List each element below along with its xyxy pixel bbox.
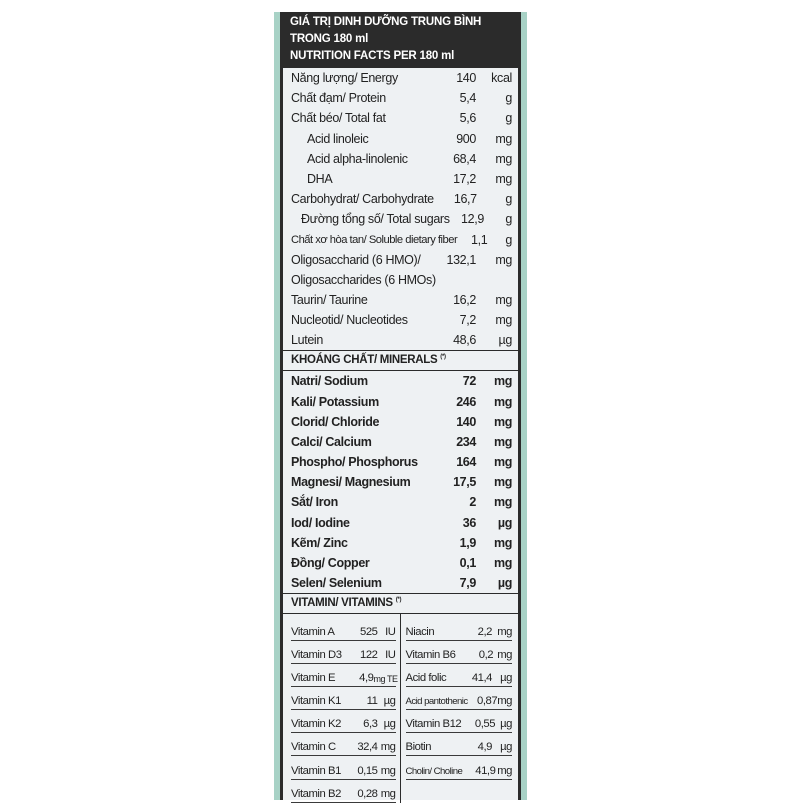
- nutrient-unit: mg: [495, 131, 512, 146]
- nutrient-unit: µg: [497, 576, 512, 591]
- vitamin-row: [291, 687, 396, 710]
- nutrient-unit: mg: [493, 556, 512, 571]
- header-title-vi: GIÁ TRỊ DINH DƯỠNG TRUNG BÌNH TRONG 180 ml: [290, 16, 482, 45]
- nutrient-unit: g: [505, 192, 512, 207]
- nutrient-value: 68,4: [453, 151, 476, 166]
- vitamin-row: [291, 733, 396, 756]
- nutrient-value: 132,1: [446, 252, 476, 267]
- vitamin-unit: µg: [383, 718, 396, 731]
- nutrient-value: 7,2: [459, 312, 476, 327]
- vitamin-row: [406, 733, 513, 756]
- vitamin-value: 0,15: [357, 764, 378, 777]
- nutrient-value: 5,4: [459, 91, 476, 106]
- nutrient-row: [291, 108, 512, 128]
- nutrient-value: 140: [456, 414, 476, 429]
- vitamin-value: 32,4: [357, 741, 378, 754]
- vitamin-value: 525: [360, 625, 378, 638]
- vitamin-value: 0,28: [357, 787, 378, 800]
- vitamin-name: Vitamin B12: [405, 718, 462, 731]
- vitamin-value: 11: [366, 695, 378, 708]
- vitamin-unit: µg: [500, 671, 512, 684]
- vitamin-row: [406, 710, 513, 733]
- vitamin-value: 41,4: [471, 671, 492, 684]
- vitamins-right-column: [401, 614, 519, 803]
- nutrient-name: Đồng/ Copper: [291, 556, 370, 571]
- nutrient-unit: µg: [498, 333, 512, 348]
- nutrient-unit: mg: [493, 374, 512, 389]
- vitamin-name: Niacin: [405, 625, 435, 638]
- nutrient-unit: mg: [495, 172, 512, 187]
- nutrient-value: 5,6: [459, 111, 476, 126]
- vitamin-row: [291, 641, 396, 664]
- nutrient-row: [291, 189, 512, 209]
- nutrient-name: Chất béo/ Total fat: [291, 111, 386, 126]
- nutrient-name: Phospho/ Phosphorus: [291, 455, 418, 470]
- vitamin-value: 0,2: [478, 648, 494, 661]
- nutrient-name: Kali/ Potassium: [291, 394, 379, 409]
- vitamin-name: Vitamin E: [291, 671, 336, 684]
- vitamin-row: [406, 617, 513, 640]
- minerals-section-title: [283, 350, 518, 371]
- nutrient-unit: g: [505, 111, 512, 126]
- vitamin-row: [406, 664, 513, 687]
- nutrient-row: [291, 169, 512, 189]
- nutrient-value: 0,1: [459, 556, 476, 571]
- nutrient-row: [291, 472, 512, 492]
- nutrient-unit: mg: [495, 252, 512, 267]
- nutrient-name: Oligosaccharid (6 HMO)/: [291, 252, 421, 267]
- nutrient-name: Chất xơ hòa tan/ Soluble dietary fiber: [291, 233, 458, 246]
- nutrient-name: Calci/ Calcium: [291, 434, 372, 449]
- nutrient-row: [291, 513, 512, 533]
- nutrient-name: Oligosaccharides (6 HMOs): [291, 272, 436, 287]
- nutrient-name: Nucleotid/ Nucleotides: [291, 312, 408, 327]
- vitamin-name: Vitamin C: [291, 741, 336, 754]
- vitamin-value: 122: [360, 648, 378, 661]
- nutrient-unit: g: [505, 212, 512, 227]
- nutrient-name: Iod/ Iodine: [291, 515, 350, 530]
- vitamin-unit: mg: [497, 648, 512, 661]
- nutrient-row: [291, 129, 512, 149]
- vitamin-name: Biotin: [405, 741, 432, 754]
- vitamins-title-text: VITAMIN/ VITAMINS: [291, 597, 393, 610]
- nutrient-value: 7,9: [459, 576, 476, 591]
- vitamin-name: Vitamin B6: [405, 648, 456, 661]
- vitamins-table: [283, 614, 518, 803]
- vitamin-value: 4,9: [477, 741, 492, 754]
- nutrient-value: 17,5: [453, 475, 476, 490]
- nutrient-row: [291, 250, 512, 270]
- vitamin-row: [291, 756, 396, 779]
- nutrient-value: 234: [456, 434, 476, 449]
- vitamins-left-column: [283, 614, 401, 803]
- vitamin-name: Vitamin A: [291, 625, 335, 638]
- nutrient-row: [291, 391, 512, 411]
- nutrient-name: Acid alpha-linolenic: [307, 151, 408, 166]
- nutrient-value: 140: [456, 71, 476, 86]
- vitamin-unit: IU: [385, 648, 396, 661]
- vitamin-row: [291, 664, 396, 687]
- vitamin-value: 2,2: [477, 625, 492, 638]
- vitamin-row: [406, 756, 513, 779]
- vitamin-name: Vitamin D3: [291, 648, 342, 661]
- vitamins-section-title: [283, 593, 518, 614]
- nutrient-unit: kcal: [491, 71, 512, 86]
- vitamin-value: 0,87: [477, 695, 498, 708]
- main-nutrient-list: [291, 68, 512, 350]
- nutrient-unit: mg: [495, 292, 512, 307]
- vitamin-unit: IU: [385, 625, 396, 638]
- nutrient-value: 2: [469, 495, 476, 510]
- nutrient-name: Clorid/ Chloride: [291, 414, 380, 429]
- nutrient-row: [291, 553, 512, 573]
- nutrient-row: [291, 371, 512, 391]
- vitamin-row: [291, 780, 396, 803]
- vitamin-row: [291, 710, 396, 733]
- nutrient-name: Đường tổng số/ Total sugars: [301, 212, 450, 227]
- nutrient-row: [291, 412, 512, 432]
- nutrient-value: 164: [456, 455, 476, 470]
- nutrient-row: [291, 88, 512, 108]
- nutrient-value: 16,2: [453, 292, 476, 307]
- nutrient-row: [291, 209, 512, 229]
- header-title-en: NUTRITION FACTS PER 180 ml: [290, 50, 455, 62]
- vitamin-value: 6,3: [363, 718, 378, 731]
- nutrient-name: Lutein: [291, 333, 323, 348]
- nutrient-name: Natri/ Sodium: [291, 374, 368, 389]
- nutrient-value: 36: [462, 515, 476, 530]
- nutrient-unit: g: [505, 91, 512, 106]
- nutrient-row: [291, 330, 512, 350]
- vitamin-unit: mg: [497, 695, 512, 708]
- minerals-title-text: KHOÁNG CHẤT/ MINERALS: [291, 354, 438, 367]
- nutrient-value: 72: [462, 374, 476, 389]
- nutrient-unit: g: [505, 232, 512, 247]
- vitamins-footnote-mark: (*): [395, 597, 402, 604]
- nutrient-unit: mg: [493, 394, 512, 409]
- vitamin-row: [406, 641, 513, 664]
- nutrient-value: 48,6: [453, 333, 476, 348]
- vitamin-name: Cholin/ Choline: [405, 765, 463, 777]
- nutrient-row: [291, 573, 512, 593]
- nutrient-name: Acid linoleic: [307, 131, 369, 146]
- minerals-list: [291, 371, 512, 593]
- vitamin-unit: µg: [500, 741, 512, 754]
- nutrient-row: [291, 452, 512, 472]
- nutrient-name: Sắt/ Iron: [291, 495, 338, 510]
- nutrient-name: DHA: [307, 172, 333, 187]
- nutrition-facts-panel: [280, 12, 521, 800]
- nutrient-value: 246: [456, 394, 476, 409]
- vitamin-unit: mg: [380, 764, 396, 777]
- nutrient-name: Carbohydrat/ Carbohydrate: [291, 192, 434, 207]
- nutrition-header: [283, 12, 518, 68]
- vitamin-name: Vitamin K2: [291, 718, 341, 731]
- nutrient-name: Taurin/ Taurine: [291, 292, 368, 307]
- vitamin-unit: µg: [500, 718, 512, 731]
- nutrient-name: Selen/ Selenium: [291, 576, 382, 591]
- nutrient-unit: µg: [497, 515, 512, 530]
- nutrient-value: 1,9: [459, 535, 476, 550]
- nutrient-name: Chất đạm/ Protein: [291, 91, 386, 106]
- nutrient-value: 900: [456, 131, 476, 146]
- nutrient-value: 17,2: [453, 172, 476, 187]
- nutrient-row: [291, 230, 512, 250]
- panel-right-edge: [521, 12, 527, 800]
- vitamin-value: 41,9: [475, 764, 496, 777]
- vitamin-value: 4,9: [359, 671, 374, 684]
- nutrient-unit: mg: [495, 151, 512, 166]
- vitamin-row: [291, 617, 396, 640]
- nutrient-name: Năng lượng/ Energy: [291, 71, 398, 86]
- nutrient-name: Kẽm/ Zinc: [291, 535, 348, 550]
- vitamin-name: Vitamin K1: [291, 695, 341, 708]
- nutrient-unit: mg: [493, 495, 512, 510]
- vitamin-unit: µg: [383, 695, 396, 708]
- vitamin-unit: mg TE: [373, 673, 398, 684]
- nutrient-value: 12,9: [461, 212, 484, 227]
- nutrient-unit: mg: [493, 455, 512, 470]
- nutrient-row: [291, 290, 512, 310]
- vitamin-name: Vitamin B1: [291, 764, 341, 777]
- vitamin-unit: mg: [497, 625, 512, 638]
- nutrient-name: Magnesi/ Magnesium: [291, 475, 411, 490]
- nutrition-body: [283, 68, 518, 803]
- nutrient-unit: mg: [493, 535, 512, 550]
- nutrient-value: 16,7: [453, 192, 477, 207]
- nutrient-value: 1,1: [471, 232, 488, 247]
- vitamin-row: [406, 687, 513, 710]
- nutrient-row: [291, 310, 512, 330]
- minerals-footnote-mark: (*): [440, 354, 446, 361]
- nutrient-row: [291, 533, 512, 553]
- vitamin-name: Acid folic: [405, 671, 447, 684]
- vitamin-value: 0,55: [474, 718, 496, 731]
- vitamin-unit: mg: [380, 741, 396, 754]
- vitamin-unit: mg: [497, 764, 512, 777]
- nutrient-unit: mg: [493, 475, 512, 490]
- nutrient-row: [291, 432, 512, 452]
- nutrient-row: [291, 270, 512, 290]
- nutrient-row: [291, 492, 512, 512]
- vitamin-unit: mg: [380, 787, 396, 800]
- nutrient-unit: mg: [493, 414, 512, 429]
- vitamin-name: Acid pantothenic: [405, 696, 468, 708]
- nutrient-unit: mg: [495, 312, 512, 327]
- nutrient-unit: mg: [493, 434, 512, 449]
- vitamin-name: Vitamin B2: [291, 787, 341, 800]
- nutrient-row: [291, 68, 512, 88]
- nutrient-row: [291, 149, 512, 169]
